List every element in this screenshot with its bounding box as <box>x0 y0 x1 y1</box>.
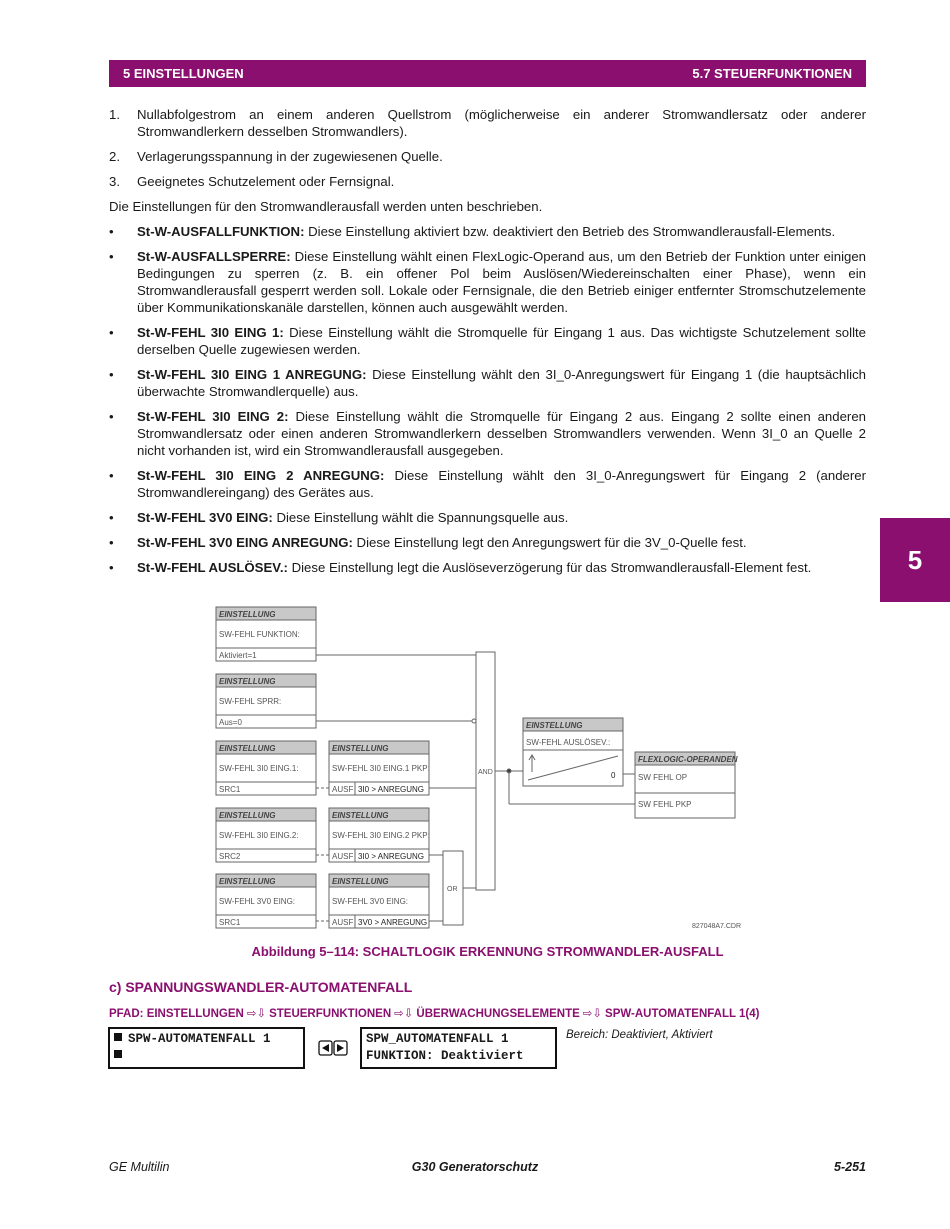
ausf-label: AUSF <box>332 852 354 861</box>
block-value: Aus=0 <box>219 718 242 727</box>
flexlogic-header: FLEXLOGIC-OPERANDEN <box>638 755 738 764</box>
setting-term: St-W-FEHL 3I0 EING 2 ANREGUNG: <box>137 468 385 483</box>
bullet-item <box>109 509 866 526</box>
setting-desc: Diese Einstellung wählt die Spannungsquelle aus. <box>272 510 569 525</box>
bullet-item <box>109 408 866 459</box>
input2-pkp-label: SW-FEHL 3I0 EING.2 PKP: <box>332 831 430 840</box>
function-value: Aktiviert=1 <box>219 651 257 660</box>
bullet-item <box>109 223 866 240</box>
setting-header: EINSTELLUNG <box>219 877 276 886</box>
delay-label: SW-FEHL AUSLÖSEV.: <box>526 738 611 747</box>
setting-term: St-W-AUSFALLFUNKTION: <box>137 224 305 239</box>
setting-desc: Diese Einstellung aktiviert bzw. deaktiviert den Betrieb des Stromwandlerausfall-Elements. <box>304 224 836 239</box>
figure-caption: Abbildung 5–114: SCHALTLOGIK ERKENNUNG STROMWANDLER-AUSFALL <box>251 944 724 959</box>
setting-desc: Diese Einstellung legt den Anregungswert für die 3V_0-Quelle fest. <box>352 535 747 550</box>
input1-value: SRC1 <box>219 785 241 794</box>
header-chapter: 5 EINSTELLUNGEN <box>123 66 244 81</box>
setting-header: EINSTELLUNG <box>219 811 276 820</box>
drawing-code: 827048A7.CDR <box>692 923 742 930</box>
setting-desc: Diese Einstellung legt die Auslöseverzögerung für das Stromwandlerausfall-Element fest. <box>287 560 812 575</box>
bullet-item <box>109 534 866 551</box>
i0-condition: 3I0 > ANREGUNG <box>358 852 425 861</box>
setting-desc: Diese Einstellung wählt den 3I_0-Anregungswert für Eingang 1 (die hauptsächlich überwachte Stromwandlerquelle) aus. <box>137 367 866 399</box>
setting-header: EINSTELLUNG <box>332 811 389 820</box>
input1-label: SW-FEHL 3I0 EING.1: <box>219 764 299 773</box>
lcd-line: FUNKTION: Deaktiviert <box>366 1049 524 1063</box>
setting-header: EINSTELLUNG <box>332 744 389 753</box>
path-item: SPW-AUTOMATENFALL 1(4) <box>605 1008 760 1020</box>
setting-desc: Diese Einstellung wählt einen FlexLogic-Operand aus, um den Betrieb der Funktion unter einigen Bedingungen zu sperren (z. B. ein offener Pol beim Auslösen/Wiedereinschalten einer Phase), wenn ein Stromwandlerausfall gesperrt werden soll. Lokale oder Fernsignale, die den Betrieb einiger entfernter Stromschutzelemente über Kommunikationskanäle darstellen, können auch ausgewählt werden. <box>137 249 866 315</box>
flexlogic-pkp: SW FEHL PKP <box>638 800 692 809</box>
header-section: 5.7 STEUERFUNKTIONEN <box>692 66 852 81</box>
bullet-mark: • <box>109 535 114 550</box>
lcd-menu-display <box>108 1027 305 1069</box>
bullet-mark: • <box>109 560 114 575</box>
ausf-label: AUSF <box>332 785 354 794</box>
nav-arrows-icon <box>318 1040 348 1056</box>
bullet-mark: • <box>109 224 114 239</box>
ausf-label: AUSF <box>332 918 354 927</box>
bullet-mark: • <box>109 325 114 340</box>
footer-product: G30 Generatorschutz <box>411 1160 539 1174</box>
v0-pkp-label: SW-FEHL 3V0 EING: <box>332 897 409 906</box>
setting-header: EINSTELLUNG <box>219 677 276 686</box>
chapter-tab: 5 <box>880 518 950 602</box>
setting-term: St-W-FEHL 3I0 EING 1 ANREGUNG: <box>137 367 367 382</box>
lcd-line: SPW-AUTOMATENFALL 1 <box>128 1032 271 1046</box>
input1-pkp-label: SW-FEHL 3I0 EING.1 PKP: <box>332 764 430 773</box>
numbered-item <box>109 148 866 165</box>
function-label: SW-FEHL FUNKTION: <box>219 630 300 639</box>
section-title: c) SPANNUNGSWANDLER-AUTOMATENFALL <box>109 979 413 995</box>
setting-term: St-W-FEHL 3I0 EING 1: <box>137 325 284 340</box>
block-label: SW-FEHL SPRR: <box>219 697 282 706</box>
bullet-mark: • <box>109 510 114 525</box>
item-text: Nullabfolgestrom an einem anderen Quellstrom (möglicherweise ein anderer Stromwandlersatz oder anderer Stromwandlerkern desselben Stromwandlers). <box>137 107 866 139</box>
i0-condition: 3I0 > ANREGUNG <box>358 785 425 794</box>
arrow-icon: ⇨⇩ <box>246 1008 267 1020</box>
timer-zero: 0 <box>611 771 616 780</box>
flexlogic-op: SW FEHL OP <box>638 773 688 782</box>
item-text: Verlagerungsspannung in der zugewiesenen Quelle. <box>137 149 443 164</box>
intro-paragraph: Die Einstellungen für den Stromwandlerausfall werden unten beschrieben. <box>109 199 543 214</box>
logic-diagram <box>212 604 742 934</box>
setting-term: St-W-FEHL AUSLÖSEV.: <box>137 560 288 575</box>
square-bullet-icon <box>114 1050 122 1058</box>
setting-term: St-W-FEHL 3V0 EING: <box>137 510 273 525</box>
path-lead: PFAD: EINSTELLUNGEN <box>109 1008 244 1020</box>
path-item: STEUERFUNKTIONEN <box>269 1008 392 1020</box>
input2-label: SW-FEHL 3I0 EING.2: <box>219 831 299 840</box>
lcd-setting-display <box>360 1027 557 1069</box>
setting-header: EINSTELLUNG <box>526 721 583 730</box>
bullet-mark: • <box>109 249 114 264</box>
setting-term: St-W-FEHL 3V0 EING ANREGUNG: <box>137 535 353 550</box>
page-header <box>109 60 866 87</box>
setting-desc: Diese Einstellung wählt die Stromquelle für Eingang 2 aus. Eingang 2 sollte einen anderen Stromwandlersatz oder einen anderen Stromwandlerkern desselben Stromwandlers verwenden. Wenn 3I_0 an Quelle 2 nicht vorhanden ist, wird ein Stromwandlerausfall ausgegeben. <box>137 409 866 458</box>
numbered-item <box>109 173 866 190</box>
setting-header: EINSTELLUNG <box>219 744 276 753</box>
footer-company: GE Multilin <box>109 1160 170 1174</box>
or-label: OR <box>447 886 458 893</box>
path-item: ÜBERWACHUNGSELEMENTE <box>416 1008 580 1020</box>
setting-term: St-W-FEHL 3I0 EING 2: <box>137 409 289 424</box>
bullet-mark: • <box>109 409 114 424</box>
setting-desc: Diese Einstellung wählt die Stromquelle für Eingang 1 aus. Das wichtigste Schutzelement sollte derselben Quelle zugewiesen werden. <box>137 325 867 357</box>
bullet-item <box>109 559 866 576</box>
arrow-icon: ⇨⇩ <box>582 1008 603 1020</box>
v0-condition: 3V0 > ANREGUNG <box>358 918 428 927</box>
setting-desc: Diese Einstellung wählt den 3I_0-Anregungswert für Eingang 2 (anderer Stromwandlereingang) des Gerätes aus. <box>137 468 866 500</box>
setting-term: St-W-AUSFALLSPERRE: <box>137 249 291 264</box>
footer-page: 5-251 <box>834 1160 866 1174</box>
item-number: 3. <box>109 174 120 189</box>
bullet-item <box>109 248 866 316</box>
bullet-mark: • <box>109 468 114 483</box>
item-number: 2. <box>109 149 120 164</box>
numbered-item <box>109 106 866 140</box>
square-bullet-icon <box>114 1033 122 1041</box>
item-number: 1. <box>109 107 120 122</box>
arrow-icon: ⇨⇩ <box>394 1008 414 1020</box>
and-label: AND <box>478 769 493 776</box>
bullet-item <box>109 366 866 400</box>
v0-value: SRC1 <box>219 918 241 927</box>
bullet-mark: • <box>109 367 114 382</box>
body-text <box>109 106 866 584</box>
v0-label: SW-FEHL 3V0 EING: <box>219 897 296 906</box>
item-text: Geeignetes Schutzelement oder Fernsignal. <box>137 174 395 189</box>
menu-path <box>109 1006 759 1020</box>
lcd-line: SPW_AUTOMATENFALL 1 <box>366 1032 509 1046</box>
setting-header: EINSTELLUNG <box>219 610 276 619</box>
input2-value: SRC2 <box>219 852 241 861</box>
range-note: Bereich: Deaktiviert, Aktiviert <box>566 1029 713 1041</box>
bullet-item <box>109 467 866 501</box>
bullet-item <box>109 324 866 358</box>
setting-header: EINSTELLUNG <box>332 877 389 886</box>
